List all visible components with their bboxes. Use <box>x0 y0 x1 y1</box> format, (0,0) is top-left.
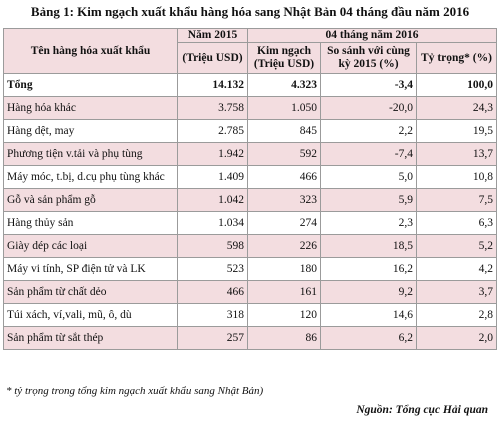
table-row <box>4 143 497 166</box>
cell-2015: 3.758 <box>178 97 248 120</box>
cell-2015: 318 <box>178 304 248 327</box>
cell-compare: 14,6 <box>321 304 417 327</box>
table-row <box>4 212 497 235</box>
cell-2015: 1.042 <box>178 189 248 212</box>
cell-compare: 16,2 <box>321 258 417 281</box>
cell-2015: 1.942 <box>178 143 248 166</box>
table-title: Bảng 1: Kim ngạch xuất khẩu hàng hóa sang Nhật Bản 04 tháng đầu năm 2016 <box>30 4 470 19</box>
cell-compare: -3,4 <box>321 74 417 97</box>
cell-item: Sản phẩm từ chất dẻo <box>4 281 178 304</box>
header-compare: So sánh với cùng kỳ 2015 (%) <box>321 43 417 74</box>
cell-share: 2,8 <box>417 304 497 327</box>
table-row <box>4 258 497 281</box>
cell-share: 7,5 <box>417 189 497 212</box>
cell-2015: 466 <box>178 281 248 304</box>
cell-share: 100,0 <box>417 74 497 97</box>
cell-share: 3,7 <box>417 281 497 304</box>
cell-compare: -20,0 <box>321 97 417 120</box>
cell-compare: 18,5 <box>321 235 417 258</box>
cell-2015: 14.132 <box>178 74 248 97</box>
cell-share: 4,2 <box>417 258 497 281</box>
table-row-total <box>4 74 497 97</box>
table-body <box>4 74 497 350</box>
cell-2015: 1.409 <box>178 166 248 189</box>
cell-compare: 5,0 <box>321 166 417 189</box>
cell-item: Gỗ và sản phẩm gỗ <box>4 189 178 212</box>
cell-share: 19,5 <box>417 120 497 143</box>
cell-item: Giày dép các loại <box>4 235 178 258</box>
cell-compare: 6,2 <box>321 327 417 350</box>
cell-value: 161 <box>248 281 321 304</box>
cell-2015: 598 <box>178 235 248 258</box>
cell-share: 10,8 <box>417 166 497 189</box>
cell-value: 466 <box>248 166 321 189</box>
cell-value: 86 <box>248 327 321 350</box>
table-row <box>4 304 497 327</box>
cell-share: 5,2 <box>417 235 497 258</box>
cell-compare: 5,9 <box>321 189 417 212</box>
table-row <box>4 281 497 304</box>
cell-value: 4.323 <box>248 74 321 97</box>
cell-compare: 2,2 <box>321 120 417 143</box>
cell-compare: 2,3 <box>321 212 417 235</box>
header-2015-unit: (Triệu USD) <box>178 43 248 74</box>
table-row <box>4 120 497 143</box>
cell-item: Túi xách, ví,vali, mũ, ô, dù <box>4 304 178 327</box>
cell-item: Hàng hóa khác <box>4 97 178 120</box>
cell-2015: 523 <box>178 258 248 281</box>
cell-value: 592 <box>248 143 321 166</box>
cell-item: Máy vi tính, SP điện tử và LK <box>4 258 178 281</box>
table-row <box>4 166 497 189</box>
header-value: Kim ngạch (Triệu USD) <box>248 43 321 74</box>
cell-item: Máy móc, t.bị, d.cụ phụ tùng khác <box>4 166 178 189</box>
cell-item: Phương tiện v.tải và phụ tùng <box>4 143 178 166</box>
cell-item: Hàng thủy sản <box>4 212 178 235</box>
cell-share: 13,7 <box>417 143 497 166</box>
cell-compare: -7,4 <box>321 143 417 166</box>
table-row <box>4 327 497 350</box>
export-table <box>3 28 497 350</box>
footnote: * tỷ trọng trong tổng kim ngạch xuất khẩu sang Nhật Bản) <box>6 385 264 397</box>
cell-value: 845 <box>248 120 321 143</box>
table-row <box>4 97 497 120</box>
header-item: Tên hàng hóa xuất khẩu <box>4 29 178 74</box>
cell-share: 2,0 <box>417 327 497 350</box>
cell-share: 6,3 <box>417 212 497 235</box>
cell-share: 24,3 <box>417 97 497 120</box>
cell-2015: 257 <box>178 327 248 350</box>
cell-value: 274 <box>248 212 321 235</box>
cell-2015: 1.034 <box>178 212 248 235</box>
cell-item: Tổng <box>4 74 178 97</box>
cell-value: 180 <box>248 258 321 281</box>
source-note: Nguồn: Tổng cục Hải quan <box>356 404 488 416</box>
cell-item: Hàng dệt, may <box>4 120 178 143</box>
table-row <box>4 235 497 258</box>
header-2015-top: Năm 2015 <box>178 29 248 43</box>
header-group-2016: 04 tháng năm 2016 <box>248 29 497 43</box>
cell-value: 226 <box>248 235 321 258</box>
table-row <box>4 189 497 212</box>
cell-2015: 2.785 <box>178 120 248 143</box>
cell-value: 323 <box>248 189 321 212</box>
cell-value: 1.050 <box>248 97 321 120</box>
cell-value: 120 <box>248 304 321 327</box>
header-share: Tỷ trọng* (%) <box>417 43 497 74</box>
cell-item: Sản phẩm từ sắt thép <box>4 327 178 350</box>
cell-compare: 9,2 <box>321 281 417 304</box>
